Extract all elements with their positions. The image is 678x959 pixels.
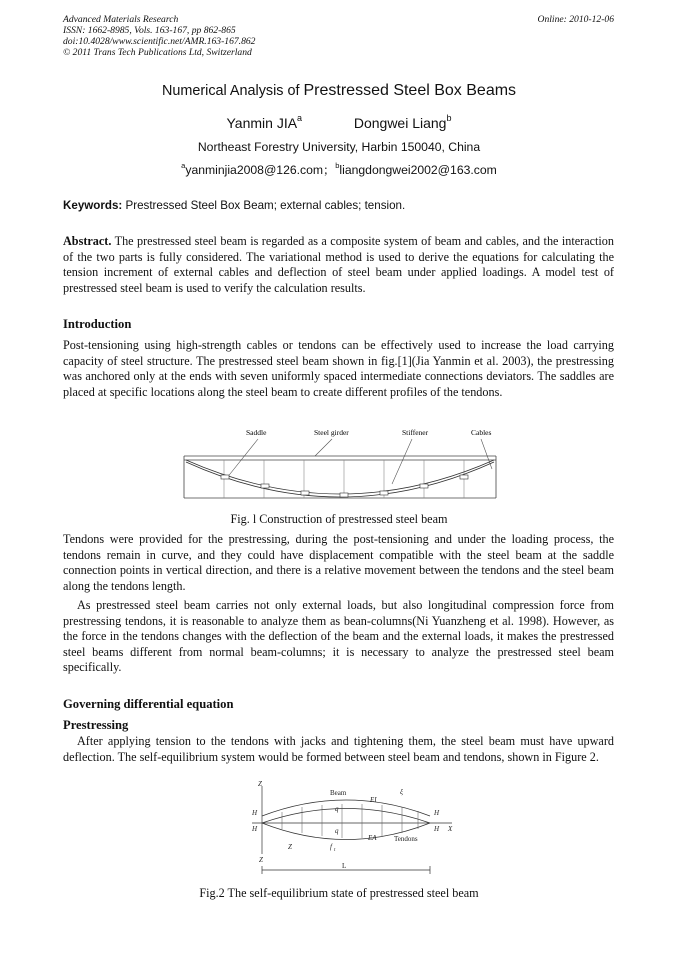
fig2-label-beam: Beam xyxy=(330,789,347,797)
fig1-label-cables: Cables xyxy=(471,428,492,437)
fig2-beam-top xyxy=(262,800,430,816)
fig1-saddle xyxy=(340,493,348,497)
abstract-label: Abstract. xyxy=(63,234,112,248)
fig2-label-z-top: Z xyxy=(258,780,262,788)
fig2-label-q: q xyxy=(335,805,339,813)
author-mark: a xyxy=(297,113,303,123)
fig2-label-h: H xyxy=(252,809,258,817)
fig1-cable-lower xyxy=(186,462,494,497)
title-main: Prestressed Steel Box Beams xyxy=(303,82,517,99)
fig2-label-z-bottom: Z xyxy=(259,856,263,864)
authors xyxy=(0,115,678,131)
fig1-leader-saddle xyxy=(226,439,258,479)
abstract xyxy=(63,234,614,296)
email-mark: b xyxy=(335,160,340,170)
intro-paragraph-3: As prestressed steel beam carries not only external loads, but also longitudinal compression force from prestressing tendons, it is reasonable to analyze them as bean-columns(Ni Yuanzheng et al. 1998). However, as the force in the tendons changes with the deflection of the beam and the external loads, it makes the prestressed steel beams different from normal beam-columns; it is necessary to analyze the prestressed steel beam specifically. xyxy=(63,598,614,675)
fig1-saddle xyxy=(261,484,269,488)
fig2-label-ea: EA xyxy=(368,834,377,842)
fig1-label-steel-girder: Steel girder xyxy=(314,428,349,437)
keywords-label: Keywords: xyxy=(63,199,123,212)
journal-copyright: © 2011 Trans Tech Publications Ltd, Switzerland xyxy=(63,47,252,58)
fig2-label-subscript-t: t xyxy=(334,848,336,853)
intro-paragraph-1: Post-tensioning using high-strength cables or tendons can be effectively used to increase the load carrying capacity of steel structure. The prestressed steel beam shown in fig.[1](Jia Yanmin et al. 2003), the prestressing was anchored only at the ends with seven uniformly spaced intermediate connections deviators. The saddles are placed at specific locations along the steel beam to create different profiles of the tendons. xyxy=(63,338,614,399)
author-name: Dongwei Liang xyxy=(353,115,447,131)
title-prefix: Numerical Analysis of xyxy=(161,83,304,99)
subsection-heading-prestressing: Prestressing xyxy=(63,718,129,732)
fig2-label-h: H xyxy=(434,809,440,817)
figure-2-diagram xyxy=(248,780,458,878)
online-date: Online: 2010-12-06 xyxy=(537,14,614,25)
section-heading-governing-equation: Governing differential equation xyxy=(63,697,234,711)
fig2-label-ft: f xyxy=(330,843,332,851)
fig1-saddle xyxy=(460,475,468,479)
section-heading-introduction: Introduction xyxy=(63,317,132,331)
fig1-leader-steel-girder xyxy=(315,439,332,456)
author-emails xyxy=(0,161,678,178)
author-mark: b xyxy=(446,113,452,123)
fig1-saddle xyxy=(221,475,229,479)
fig2-label-h: H xyxy=(252,825,258,833)
intro-paragraph-2: Tendons were provided for the prestressing, during the post-tensioning and under the loading process, the tendons remain in curve, and they could have displacement compatible with the steel beam at the saddle connection points in vertical direction, and there is a relative movement between the tendons and the steel beam along the tendons length. xyxy=(63,532,614,593)
fig2-label-x: X xyxy=(448,825,453,833)
journal-doi: doi:10.4028/www.scientific.net/AMR.163-167.862 xyxy=(63,36,256,47)
journal-name: Advanced Materials Research xyxy=(63,14,179,25)
author-name: Yanmin JIA xyxy=(226,115,298,131)
fig2-label-xi: ξ xyxy=(400,788,403,796)
fig1-cable-upper xyxy=(186,460,494,494)
fig1-leader-stiffener xyxy=(392,439,412,484)
fig2-label-h: H xyxy=(434,825,440,833)
fig2-label-tendons: Tendons xyxy=(394,835,418,843)
keywords-text: Prestressed Steel Box Beam; external cables; tension. xyxy=(122,199,406,212)
abstract-text: The prestressed steel beam is regarded as a composite system of beam and cables, and the interaction of the two parts is fully considered. The variational method is used to derive the equations for calculating the tension increment of external cables and deflection of steel beam under applied loadings. A model test of prestressed steel beam is used to verify the calculation results. xyxy=(63,234,614,295)
fig1-saddle xyxy=(301,491,309,495)
figure-1-caption: Fig. l Construction of prestressed steel beam xyxy=(230,512,448,526)
fig2-beam-bottom xyxy=(262,809,430,824)
fig1-label-saddle: Saddle xyxy=(246,428,267,437)
fig2-label-q: q xyxy=(335,827,339,835)
fig2-label-ei: EI xyxy=(370,796,377,804)
journal-issn: ISSN: 1662-8985, Vols. 163-167, pp 862-865 xyxy=(63,25,236,36)
affiliation: Northeast Forestry University, Harbin 150040, China xyxy=(197,140,481,154)
figure-1-diagram xyxy=(180,424,500,504)
fig2-label-length: L xyxy=(342,862,347,870)
email-address[interactable]: yanminjia2008@126.com； xyxy=(185,163,336,177)
email-address[interactable]: liangdongwei2002@163.com xyxy=(339,163,497,177)
fig1-saddle xyxy=(380,491,388,495)
figure-2-caption: Fig.2 The self-equilibrium state of prestressed steel beam xyxy=(199,886,479,900)
fig2-label-zt: Z xyxy=(288,843,292,851)
email-mark: a xyxy=(181,160,186,170)
fig1-saddle xyxy=(420,484,428,488)
fig1-label-stiffener: Stiffener xyxy=(402,428,429,437)
paper-title xyxy=(0,82,678,100)
prestressing-paragraph: After applying tension to the tendons with jacks and tightening them, the steel beam must have upward deflection. The self-equilibrium system would be formed between steel beam and tendons, shown in Figure 2. xyxy=(63,734,614,764)
keywords xyxy=(63,199,405,212)
journal-header xyxy=(63,14,255,58)
